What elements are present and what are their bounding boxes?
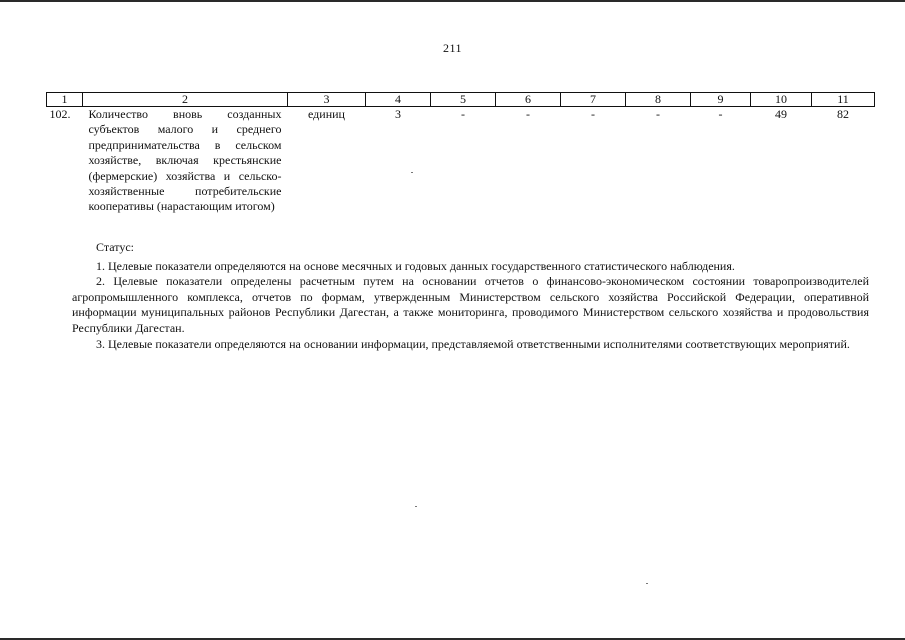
- note-item-3: 3. Целевые показатели определяются на основании информации, представляемой ответственными исполнителями соответствующих мероприятий.: [96, 336, 850, 351]
- value-cell-11: 82: [837, 107, 849, 121]
- table-row: [47, 107, 875, 215]
- value-cell-8: -: [656, 107, 660, 121]
- scan-speck: [415, 506, 417, 507]
- column-header-6: 6: [496, 93, 561, 107]
- column-header-2: 2: [83, 93, 288, 107]
- note-item-2: 2. Целевые показатели определены расчетным путем на основании отчетов о финансово-экономическом состоянии товаропроизводителей агропромышленного комплекса, отчетов по формам, утвержденным Министерством сельского хозяйства Российской Федерации, оперативной информации муниципальных районов Республики Дагестан, а также мониторинга, проводимого Министерством сельского хозяйства и продовольствия Республики Дагестан.: [72, 274, 869, 335]
- value-cell-9: -: [718, 107, 723, 121]
- unit-cell: единиц: [308, 107, 345, 121]
- table-header-row: [47, 93, 875, 107]
- indicator-table: [46, 92, 875, 215]
- notes-section: [72, 240, 869, 352]
- column-header-4: 4: [366, 93, 431, 107]
- column-header-1: 1: [47, 93, 83, 107]
- scan-speck: [411, 172, 413, 173]
- value-cell-4: 3: [395, 107, 401, 121]
- value-cell-5: -: [461, 107, 465, 121]
- value-cell-6: -: [526, 107, 530, 121]
- page-number: 211: [442, 41, 463, 55]
- scan-edge-top: [0, 0, 905, 2]
- status-label: Статус:: [96, 240, 134, 254]
- scan-speck: [646, 583, 648, 584]
- column-header-9: 9: [691, 93, 751, 107]
- value-cell-10: 49: [775, 107, 787, 121]
- column-header-7: 7: [561, 93, 626, 107]
- value-cell-7: -: [591, 107, 595, 121]
- column-header-10: 10: [751, 93, 812, 107]
- column-header-8: 8: [626, 93, 691, 107]
- row-number: 102.: [49, 107, 71, 121]
- indicator-name: Количество вновь созданных субъектов малого и среднего предпринимательства в сельском хозяйстве, включая крестьянские (фермерские) хозяйства и сельскохозяйственные потребительские кооперативы (нарастающим итогом): [88, 107, 282, 214]
- column-header-3: 3: [288, 93, 366, 107]
- column-header-11: 11: [812, 93, 875, 107]
- note-item-1: 1. Целевые показатели определяются на основе месячных и годовых данных государственного статистического наблюдения.: [96, 258, 735, 273]
- column-header-5: 5: [431, 93, 496, 107]
